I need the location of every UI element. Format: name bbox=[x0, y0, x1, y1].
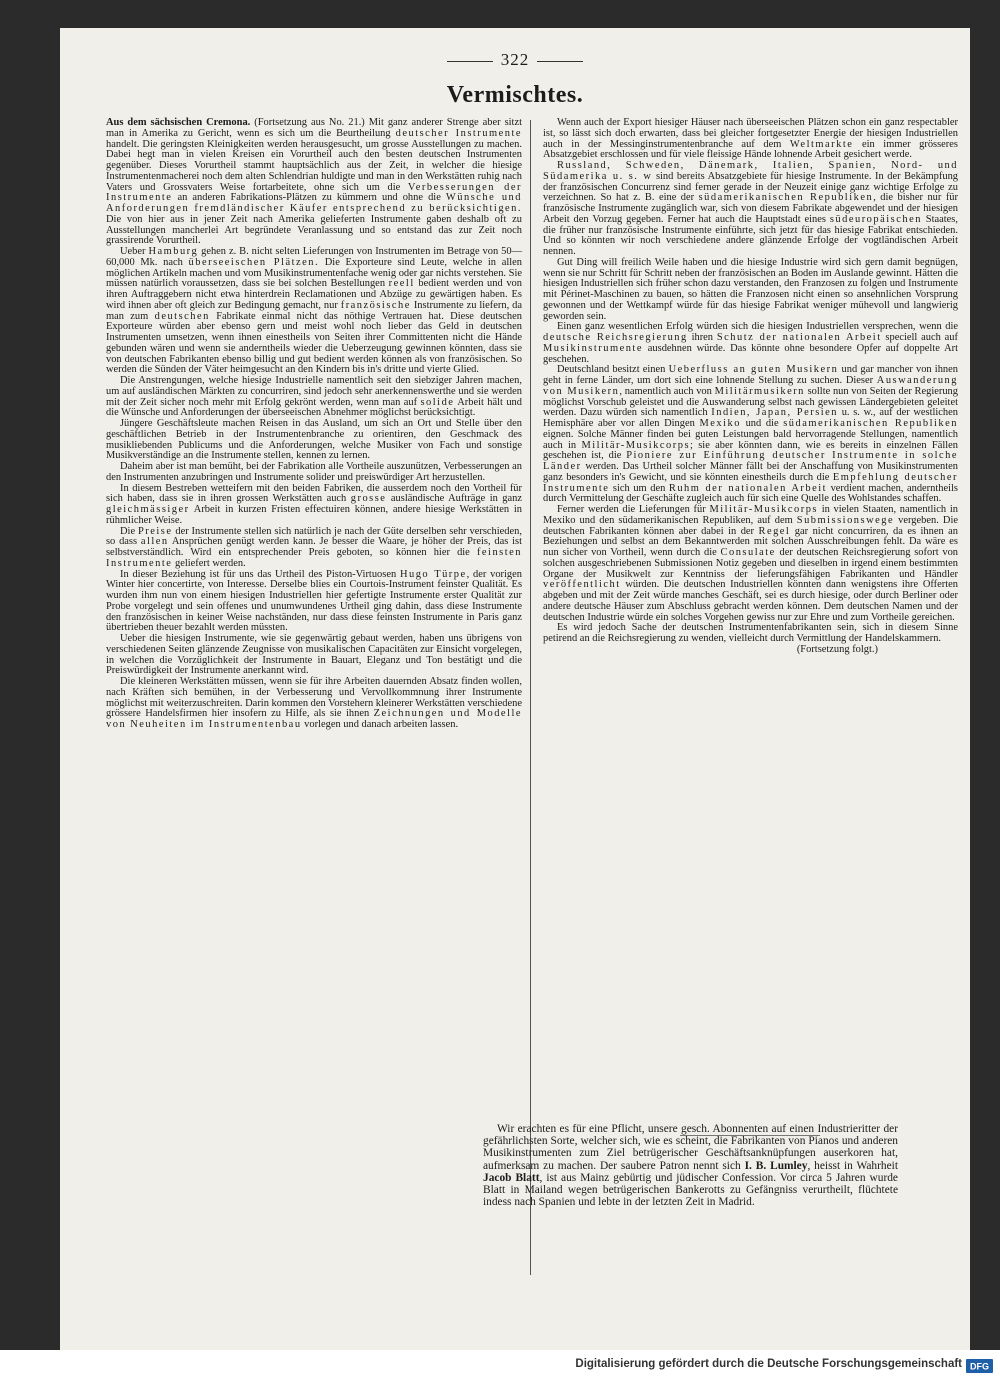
article-paragraph: In dieser Beziehung ist für uns das Urtheil des Piston-Virtuosen Hugo Türpe, der vorigen Winter hier concertirte, von Interesse. Derselbe blies ein Courtois-Instrument feinster Qualität. Es wurden ihm nun von einem hiesigen Industriellen hier gefertigte Instrumente erster Qualität zur Probe vorgelegt und sein offenes und unumwundenes Urtheil ging dahin, dass diese Instrumente den französischen in keiner Weise nachständen, nur dass diese feinsten Instrumente in Paris ganz übertrieben theuer bezahlt werden müssten. bbox=[106, 568, 522, 634]
footer-bar bbox=[0, 1350, 1000, 1383]
left-column bbox=[106, 118, 522, 731]
article-paragraph: Jüngere Geschäftsleute machen Reisen in das Ausland, um sich an Ort und Stelle über den geschäftlichen Betrieb in der Instrumentenbranche zu orientiren, den Geschmack des musikliebenden Publicums und die Anforderungen, welche Musiker von Fach und sonstige Musikverständige an die Instrumente stellen, kennen zu lernen. bbox=[106, 418, 522, 462]
article-paragraph: Aus dem sächsischen Cremona. (Fortsetzung aus No. 21.) Mit ganz anderer Strenge aber sitzt man in Amerika zu Gericht, wenn es sich um die Beurtheilung deutscher Instrumente handelt. Die geringsten Kleinigkeiten werden herausgesucht, um grosse Ausstellungen zu machen. Dabei hegt man in vielen Kreisen ein Vorurtheil auch den besten deutschen Instrumenten gegenüber. Dieses Vorurtheil stammt hauptsächlich aus der Zeit, in welcher die hiesige Instrumentenmacherei noch dem alten Schlendrian huldigte und man in den Werkstätten ruhig nach Vaters und Grossvaters Weise fortarbeitete, ohne sich um die Verbesserungen der Instrumente an anderen Fabrikations-Plätzen zu kümmern und ohne die Wünsche und Anforderungen fremdländischer Käufer entsprechend zu berücksichtigen. Die von hier aus in jener Zeit nach Amerika gelieferten Instrumente gaben deshalb oft zu Ausstellungen mancherlei Art begründete Veranlassung und so entstand das zur Zeit noch grassirende Vorurtheil. bbox=[106, 117, 522, 247]
article-paragraph: Die kleineren Werkstätten müssen, wenn sie für ihre Arbeiten dauernden Absatz finden wollen, nach Kräften sich bemühen, in der Verbesserung und Vervollkommnung ihrer Instrumente möglichst mit weiterzuschreiten. Darin kommen den Vorstehern kleinerer Werkstätten verschiedene grössere Handelsfirmen hier insofern zu Hilfe, als sie ihnen Zeichnungen und Modelle von Neuheiten im Instrumentenbau vorlegen und danach arbeiten lassen. bbox=[106, 676, 522, 730]
article-paragraph: Ferner werden die Lieferungen für Militär-Musikcorps in vielen Staaten, namentlich in Mexiko und den südamerikanischen Republiken, auf dem Submissionswege vergeben. Die deutschen Fabrikanten können aber dabei in der Regel gar nicht concurriren, da es ihnen an Beziehungen und selbst an dem Bekanntwerden mit solchen Ausschreibungen fehlt. Da wäre es nun sicher von Vortheil, wenn durch die Consulate der deutschen Reichsregierung sofort von solchen ausgeschriebenen Submissionen Notiz gegeben und dieselben in irgend einem bestimmten Organe der Musikwelt zur Kenntniss der lieferungsfähigen Fabrikanten und Händler veröffentlicht würden. Die deutschen Industriellen könnten dann wenigstens ihre Offerten abgeben und mit der Zeit würde manches Geschäft, sei es durch hiesige, oder durch Berliner oder andere deutsche Häuser zum Abschluss gebracht werden können. Dem deutschen Namen und der deutschen Industrie würde ein solches Vorgehen gewiss nur zur Ehre und zum Vortheile gereichen. bbox=[543, 504, 959, 623]
article-paragraph: Wenn auch der Export hiesiger Häuser nach überseeischen Plätzen schon ein ganz respectabler ist, so lässt sich doch erwarten, dass bei gleicher fortgesetzter Energie der hiesigen Industriellen auch in der Messinginstrumentenbranche auf dem Weltmarkte ein immer grösseres Absatzgebiet erschlossen und für viele fleissige Hände lohnende Arbeit gesichert werde. bbox=[543, 117, 958, 161]
page-number-rule-right bbox=[537, 61, 583, 62]
right-column bbox=[543, 118, 958, 656]
article-paragraph: Einen ganz wesentlichen Erfolg würden sich die hiesigen Industriellen versprechen, wenn die deutsche Reichsregierung ihren Schutz der nationalen Arbeit speciell auch auf Musikinstrumente ausdehnen würde. Das könnte ohne besondere Opfer auf doppelte Art geschehen. bbox=[543, 321, 958, 365]
article-paragraph: Daheim aber ist man bemüht, bei der Fabrikation alle Vortheile auszunützen, Verbesserungen an den Instrumenten anzubringen und Instrumente solider und preiswürdiger Art herzustellen. bbox=[106, 461, 522, 483]
article-paragraph: Es wird jedoch Sache der deutschen Instrumentenfabrikanten sein, sich in diesem Sinne petirend an die Reichsregierung zu wenden, vielleicht durch Vermittlung der Handelskammern. bbox=[543, 622, 958, 644]
page-number: 322 bbox=[60, 50, 970, 70]
section-title: Vermischtes. bbox=[446, 82, 584, 108]
continued-note: (Fortsetzung folgt.) bbox=[796, 643, 878, 655]
article-paragraph: Gut Ding will freilich Weile haben und die hiesige Industrie wird sich gern damit begnügen, wenn sie nur Schritt für Schritt neben der französischen an Boden im Auslande gewinnt. Hätten die hiesigen Industriellen sich früher schon dazu verstanden, den Franzosen zu folgen und Instrumente mit Périnet-Maschinen zu bauen, so hätten die Franzosen nicht einen so ansehnlichen Vorsprung gewonnen und der Wettkampf würde für das hiesige Fabrikat weniger mühevoll und langwierig geworden sein. bbox=[543, 256, 958, 322]
article-paragraph: Deutschland besitzt einen Ueberfluss an guten Musikern und gar mancher von ihnen geht in ferne Länder, um dort sich eine lohnende Stellung zu suchen. Dieser Auswanderung von Musikern, namentlich auch von Militärmusikern sollte nun von Seiten der Regierung möglichst Vorschub geleistet und die Auswanderung selbst nach gewissen Ländergebieten geleitet werden. Dazu würden sich namentlich Indien, Japan, Persien u. s. w., auf der westlichen Hemisphäre aber vor allen Dingen Mexiko und die südamerikanischen Republiken eignen. Solche Männer finden bei guten Leistungen bald hervorragende Stellungen, namentlich auch in Militär-Musikcorps; sie aber könnten dann, wie es bereits in einzelnen Fällen geschehen ist, die Pioniere zur Einführung deutscher Instrumente in solche Länder werden. Das Urtheil solcher Männer fällt bei der Anschaffung von Musikinstrumenten ganz besonders in's Gewicht, und sie könnten einestheils durch die Empfehlung deutscher Instrumente sich um den Ruhm der nationalen Arbeit verdient machen, anderntheils durch Vermittelung der Geschäfte zugleich auch für sich eine Quelle des Wohlstandes schaffen. bbox=[543, 364, 958, 505]
article-paragraph: Russland, Schweden, Dänemark, Italien, Spanien, Nord- und Südamerika u. s. w sind bereits Absatzgebiete für hiesige Instrumente. In der Bekämpfung der französischen Concurrenz sind ferner gerade in der Neuzeit einige ganz wichtige Erfolge zu verzeichnen. So hat z. B. eine der südamerikanischen Republiken, die bisher nur für französische Instrumente zugänglich war, sich von diesem Fabrikate abgewendet und der hiesigen Arbeit den Vorzug gegeben. Ferner hat auch die Hauptstadt eines südeuropäischen Staates, die früher nur französische Instrumente einführte, sich jetzt für das hiesige Fabrikat entschieden. Und so könnten wir noch verschiedene andere glänzende Erfolge der vogtländischen Arbeit nennen. bbox=[543, 160, 959, 257]
article-paragraph: In diesem Bestreben wetteifern mit den beiden Fabriken, die ausserdem noch den Vortheil für sich haben, dass sie in ihren grossen Werkstätten auch grosse ausländische Aufträge in ganz gleichmässiger Arbeit in kurzen Fristen effectuiren können, andere hiesige Werkstätten in rühmlicher Weise. bbox=[106, 482, 523, 526]
article-paragraph: Die Anstrengungen, welche hiesige Industrielle namentlich seit den siebziger Jahren machen, um auf ausländischen Märkten zu concurriren, sind jedoch sehr anerkennenswerthe und sie werden mit der Zeit sicher noch mehr mit Erfolg gekrönt werden, wenn man auf solide Arbeit hält und die Wünsche und Anforderungen der überseeischen Abnehmer möglichst berücksichtigt. bbox=[106, 375, 522, 419]
warning-notice bbox=[483, 1123, 898, 1208]
funding-credit: Digitalisierung gefördert durch die Deutsche Forschungsgemeinschaft bbox=[575, 1358, 962, 1370]
article-paragraph: Ueber Hamburg gehen z. B. nicht selten Lieferungen von Instrumenten im Betrage von 50—60,000 Mk. nach überseeischen Plätzen. Die Exporteure sind Leute, welche in allen möglichen Artikeln machen und vom Musikinstrumentenfache wenig oder gar nichts verstehen. Sie müssen natürlich voraussetzen, dass sie bei solchen Bestellungen reell bedient werden und von ihren Auftraggebern nicht etwa hinterdrein Reclamationen und Abzüge zu gewärtigen haben. Es wird ihnen aber oft gleich zur Bedingung gemacht, nur französische Instrumente zu liefern, da man zum deutschen Fabrikate einmal nicht das nöthige Vertrauen hat. Diese deutschen Exporteure würden aber ebenso gern und meist wohl noch lieber das Geld in deutschen Instrumenten umsetzen, wenn ihnen einestheils von Seiten ihrer Committenten nicht die Hände gebunden wären und wenn sie anderntheils wieder die Ueberzeugung gewinnen könnten, dass sie von deutschen Fabrikanten ebenso billig und gut bedient werden können als von französischen. So werden die Sünden der Väter heimgesucht an den Kindern bis in's dritte und vierte Glied. bbox=[106, 246, 523, 376]
column-divider bbox=[530, 120, 531, 1275]
page-number-rule-left bbox=[447, 61, 493, 62]
article-paragraph: Die Preise der Instrumente stellen sich natürlich je nach der Güte derselben sehr verschieden, so dass allen Ansprüchen genügt werden kann. Je besser die Waare, je höher der Preis, das ist selbstverständlich. Wird ein entsprechender Preis geboten, so können hier die feinsten Instrumente geliefert werden. bbox=[106, 525, 522, 569]
article-paragraph: Ueber die hiesigen Instrumente, wie sie gegenwärtig gebaut werden, haben uns übrigens von verschiedenen Seiten glänzende Zeugnisse von musikalischen Capacitäten zur Einsicht vorgelegen, in welchen die Vorzüglichkeit der Instrumente in Bauart, Eleganz und Ton bestätigt und die Preiswürdigkeit der Instrumente anerkannt wird. bbox=[106, 633, 522, 677]
dfg-logo-text: DFG bbox=[970, 1361, 989, 1372]
notice-paragraph: Wir erachten es für eine Pflicht, unsere gesch. Abonnenten auf einen Industrieritter der gefährlichsten Sorte, welcher sich, wie es scheint, die Fabrikanten von Pianos und anderen Musikinstrumenten zum Ziel betrügerischer Geschäftsanknüpfungen auserkoren hat, aufmerksam zu machen. Der saubere Patron nennt sich I. B. Lumley, heisst in Wahrheit Jacob Blatt, ist aus Mainz gebürtig und jüdischer Confession. Vor circa 5 Jahren wurde Blatt in Mailand wegen betrügerischen Bankerotts zu Gefängniss verurtheilt, flüchtete indess nach Spanien und lebte in der letzten Zeit in Madrid. bbox=[483, 1123, 898, 1209]
dfg-logo-icon bbox=[966, 1359, 993, 1373]
